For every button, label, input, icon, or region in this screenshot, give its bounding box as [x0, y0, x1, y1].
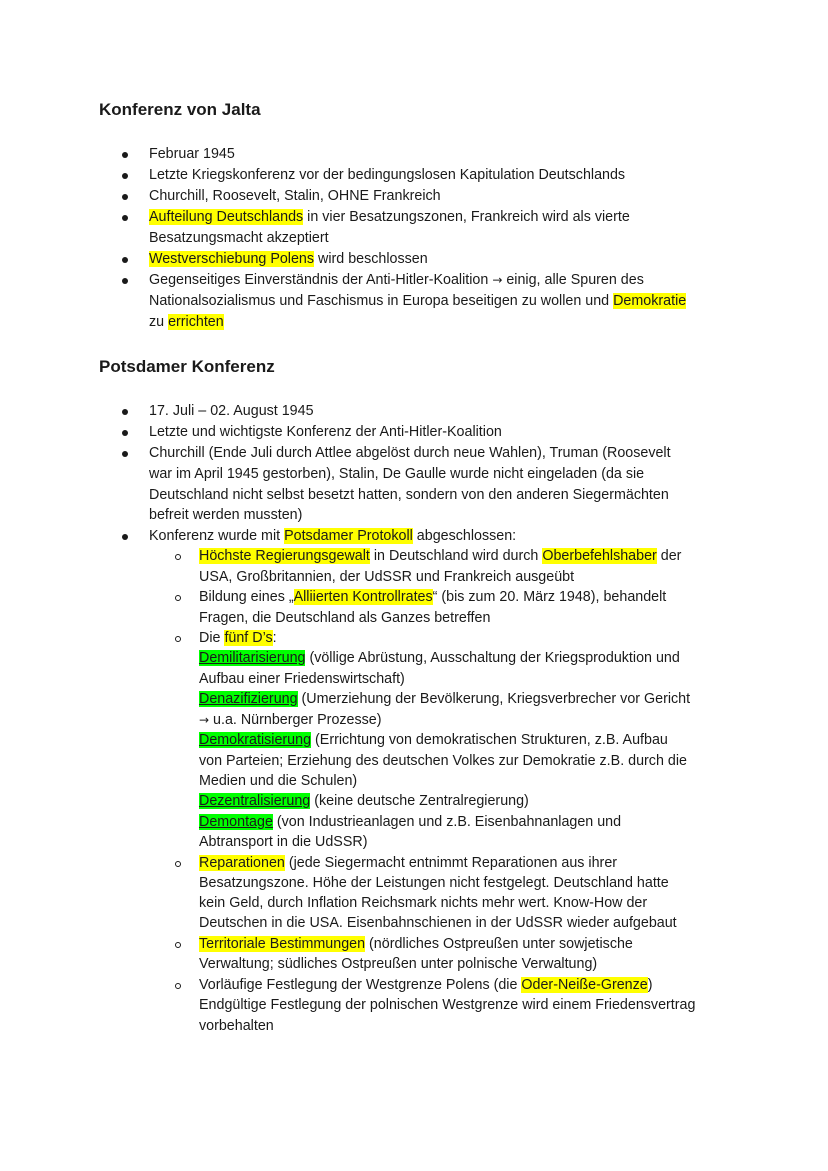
text: (völlige Abrüstung, Ausschaltung der Kriegsproduktion und: [305, 650, 680, 666]
text: “ (bis zum 20. März 1948), behandelt: [432, 589, 667, 605]
list-item: [149, 526, 516, 547]
highlight: Oberbefehlshaber: [542, 548, 657, 564]
text: u.a. Nürnberger Prozesse): [209, 712, 382, 728]
sub-list-item: [199, 587, 666, 608]
sub-list-item-cont: [199, 812, 621, 833]
text: in vier Besatzungszonen, Frankreich wird als vierte: [303, 209, 630, 225]
sub-list-item: [199, 546, 681, 567]
highlight: Territoriale Bestimmungen: [199, 936, 366, 952]
text: (keine deutsche Zentralregierung): [310, 793, 529, 809]
bullet: [122, 215, 128, 221]
bullet: [122, 430, 128, 436]
list-item-cont: befreit werden mussten): [149, 507, 303, 523]
text: ): [647, 977, 653, 993]
heading-jalta: Konferenz von Jalta: [99, 100, 261, 119]
text: Bildung eines „: [199, 589, 294, 605]
text: einig, alle Spuren des: [502, 272, 644, 288]
sub-list-item-cont: Verwaltung; südliches Ostpreußen unter polnische Verwaltung): [199, 956, 598, 972]
text: (von Industrieanlagen und z.B. Eisenbahnanlagen und: [272, 814, 622, 830]
highlight-green: Demontage: [199, 814, 273, 830]
text: abgeschlossen:: [412, 528, 517, 544]
sub-list-item-cont: vorbehalten: [199, 1018, 274, 1034]
highlight: Potsdamer Protokoll: [284, 528, 413, 544]
list-item: [149, 207, 630, 228]
bullet: [122, 534, 128, 540]
highlight: errichten: [168, 314, 224, 330]
sub-list-item: [199, 628, 277, 649]
highlight: fünf D’s: [224, 630, 273, 646]
highlight: Oder-Neiße-Grenze: [521, 977, 648, 993]
sub-list-item-cont: von Parteien; Erziehung des deutschen Volkes zur Demokratie z.B. durch die: [199, 753, 687, 769]
sub-bullet: [175, 636, 181, 642]
bullet: [122, 451, 128, 457]
highlight-green: Demokratisierung: [199, 732, 312, 748]
text: Konferenz wurde mit: [149, 528, 285, 544]
sub-list-item-cont: Abtransport in die UdSSR): [199, 834, 368, 850]
sub-list-item-cont: [199, 730, 668, 751]
arrow-right-icon: →: [492, 273, 503, 287]
list-item-cont: Besatzungsmacht akzeptiert: [149, 230, 329, 246]
sub-list-item-cont: Aufbau einer Friedenswirtschaft): [199, 671, 405, 687]
list-item-cont: [149, 312, 224, 333]
sub-list-item-cont: Medien und die Schulen): [199, 773, 358, 789]
highlight: Höchste Regierungsgewalt: [199, 548, 370, 564]
sub-list-item: [199, 934, 633, 955]
sub-list-item-cont: [199, 791, 529, 812]
list-item: Letzte und wichtigste Konferenz der Anti-Hitler-Koalition: [149, 424, 502, 440]
highlight: Reparationen: [199, 855, 285, 871]
text: Nationalsozialismus und Faschismus in Europa beseitigen zu wollen und: [149, 293, 614, 309]
highlight: Demokratie: [613, 293, 687, 309]
list-item: Februar 1945: [149, 146, 235, 162]
sub-list-item-cont: Endgültige Festlegung der polnischen Westgrenze wird einem Friedensvertrag: [199, 997, 696, 1013]
sub-list-item-cont: USA, Großbritannien, der UdSSR und Frankreich ausgeübt: [199, 569, 575, 585]
list-item-cont: Deutschland nicht selbst besetzt hatten, sondern von den anderen Siegermächten: [149, 487, 669, 503]
sub-list-item-cont: Besatzungszone. Höhe der Leistungen nicht festgelegt. Deutschland hatte: [199, 875, 669, 891]
text: Die: [199, 630, 225, 646]
highlight: Alliierten Kontrollrates: [293, 589, 433, 605]
sub-bullet: [175, 983, 181, 989]
bullet: [122, 152, 128, 158]
bullet: [122, 257, 128, 263]
text: Gegenseitiges Einverständnis der Anti-Hitler-Koalition: [149, 272, 493, 288]
heading-potsdam: Potsdamer Konferenz: [99, 357, 275, 376]
bullet: [122, 278, 128, 284]
text: :: [272, 630, 277, 646]
list-item-cont: [149, 291, 686, 312]
text: (nördliches Ostpreußen unter sowjetische: [365, 936, 633, 952]
sub-list-item: [199, 853, 617, 874]
text: (Errichtung von demokratischen Strukturen, z.B. Aufbau: [311, 732, 668, 748]
sub-bullet: [175, 942, 181, 948]
list-item: [149, 249, 428, 270]
text: der: [656, 548, 682, 564]
highlight-green: Demilitarisierung: [199, 650, 306, 666]
sub-list-item-cont: [199, 689, 690, 710]
bullet: [122, 194, 128, 200]
bullet: [122, 173, 128, 179]
sub-list-item-cont: [199, 648, 680, 669]
sub-list-item-cont: Deutschen in die USA. Eisenbahnschienen in der UdSSR wieder aufgebaut: [199, 915, 677, 931]
list-item-cont: war im April 1945 gestorben), Stalin, De Gaulle wurde nicht eingeladen (da sie: [149, 466, 645, 482]
sub-list-item: [199, 975, 653, 996]
list-item: [149, 270, 644, 291]
list-item: Letzte Kriegskonferenz vor der bedingungslosen Kapitulation Deutschlands: [149, 167, 626, 183]
list-item: Churchill, Roosevelt, Stalin, OHNE Frankreich: [149, 188, 441, 204]
list-item: 17. Juli – 02. August 1945: [149, 403, 314, 419]
sub-bullet: [175, 554, 181, 560]
text: (Umerziehung der Bevölkerung, Kriegsverbrecher vor Gericht: [297, 691, 691, 707]
sub-list-item-cont: kein Geld, durch Inflation Reichsmark nichts mehr wert. Know-How der: [199, 895, 648, 911]
list-item: Churchill (Ende Juli durch Attlee abgelöst durch neue Wahlen), Truman (Roosevelt: [149, 445, 671, 461]
highlight-green: Dezentralisierung: [199, 793, 311, 809]
bullet: [122, 409, 128, 415]
sub-bullet: [175, 861, 181, 867]
text: in Deutschland wird durch: [369, 548, 543, 564]
text: Vorläufige Festlegung der Westgrenze Polens (die: [199, 977, 522, 993]
text: (jede Siegermacht entnimmt Reparationen aus ihrer: [284, 855, 618, 871]
arrow-right-icon: →: [199, 713, 210, 727]
highlight: Aufteilung Deutschlands: [149, 209, 304, 225]
text: wird beschlossen: [314, 251, 428, 267]
highlight-green: Denazifizierung: [199, 691, 298, 707]
text: zu: [149, 314, 169, 330]
sub-list-item-cont: [199, 710, 382, 731]
highlight: Westverschiebung Polens: [149, 251, 315, 267]
sub-list-item-cont: Fragen, die Deutschland als Ganzes betreffen: [199, 610, 491, 626]
sub-bullet: [175, 595, 181, 601]
